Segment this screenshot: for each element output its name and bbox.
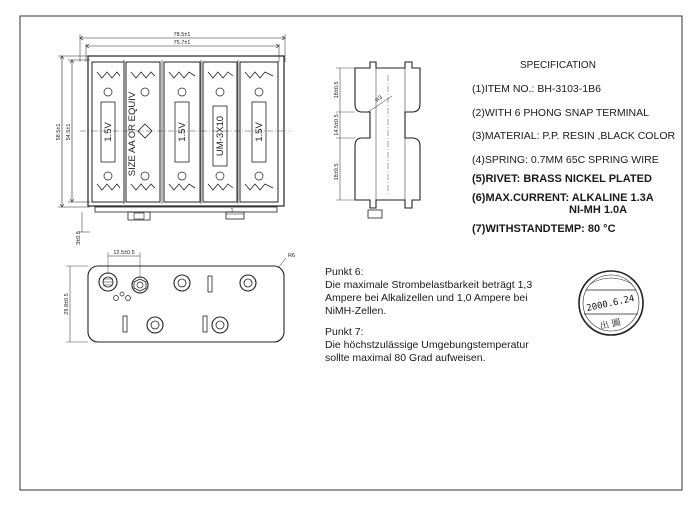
dim-height-outer: 58.5±1: [56, 123, 62, 141]
side-view: [336, 62, 420, 218]
note-punkt-6-title: Punkt 6:: [325, 266, 364, 278]
spec-line-7: (7)WITHSTANDTEMP: 80 °C: [472, 223, 616, 235]
dim-terminal-pitch: 12.5±0.5: [113, 250, 135, 256]
spec-line-3: (3)MATERIAL: P.P. RESIN ,BLACK COLOR: [472, 130, 676, 142]
spec-line-4: (4)SPRING: 0.7MM 65C SPRING WIRE: [472, 154, 659, 166]
spec-line-6b: NI-MH 1.0A: [569, 204, 628, 216]
cell-label: 1.5V: [177, 122, 188, 142]
bottom-view: [66, 252, 286, 342]
cell-label: UM-3X10: [215, 115, 226, 157]
dim-side-top: 18±0.5: [334, 81, 340, 99]
cell-label: 1.5V: [254, 122, 265, 142]
stamp-mark: 出 圖: [599, 317, 622, 333]
dim-bottom-height: 29.8±0.5: [64, 293, 70, 315]
cell-label: SIZE AA OR EQUIV: [127, 91, 138, 177]
dim-side-bot: 18±0.5: [334, 163, 340, 181]
spec-title: SPECIFICATION: [520, 60, 596, 71]
spec-line-5: (5)RIVET: BRASS NICKEL PLATED: [472, 173, 652, 185]
dim-inner-width: 75.7±1: [173, 40, 191, 46]
dim-base-offset: 3±0.5: [76, 231, 82, 245]
dim-height-inner: 54.5±1: [66, 123, 72, 141]
dim-side-radius: R3: [374, 94, 384, 104]
dim-rib: 1: [230, 208, 234, 214]
note-punkt-7-text: Die höchstzulässige Umgebungstemperatur sollte maximal 80 Grad aufweisen.: [325, 339, 529, 364]
dim-overall-width: 78.5±1: [173, 32, 191, 38]
spec-line-2: (2)WITH 6 PHONG SNAP TERMINAL: [472, 107, 649, 119]
spec-line-1: (1)ITEM NO.: BH-3103-1B6: [472, 83, 601, 95]
note-punkt-7-title: Punkt 7:: [325, 326, 364, 338]
stamp-date: 2000.6.24: [585, 294, 636, 315]
dim-bottom-radius: R6: [288, 253, 296, 259]
dim-side-mid: 14.5±0.5: [334, 114, 340, 136]
spec-line-6: (6)MAX.CURRENT: ALKALINE 1.3A: [472, 192, 654, 204]
cell-label: 1.5V: [103, 122, 114, 142]
note-punkt-6-text: Die maximale Strombelastbarkeit beträgt 1,3 Ampere bei Alkalizellen und 1,0 Ampere bei NiMH-Zellen.: [325, 279, 533, 317]
